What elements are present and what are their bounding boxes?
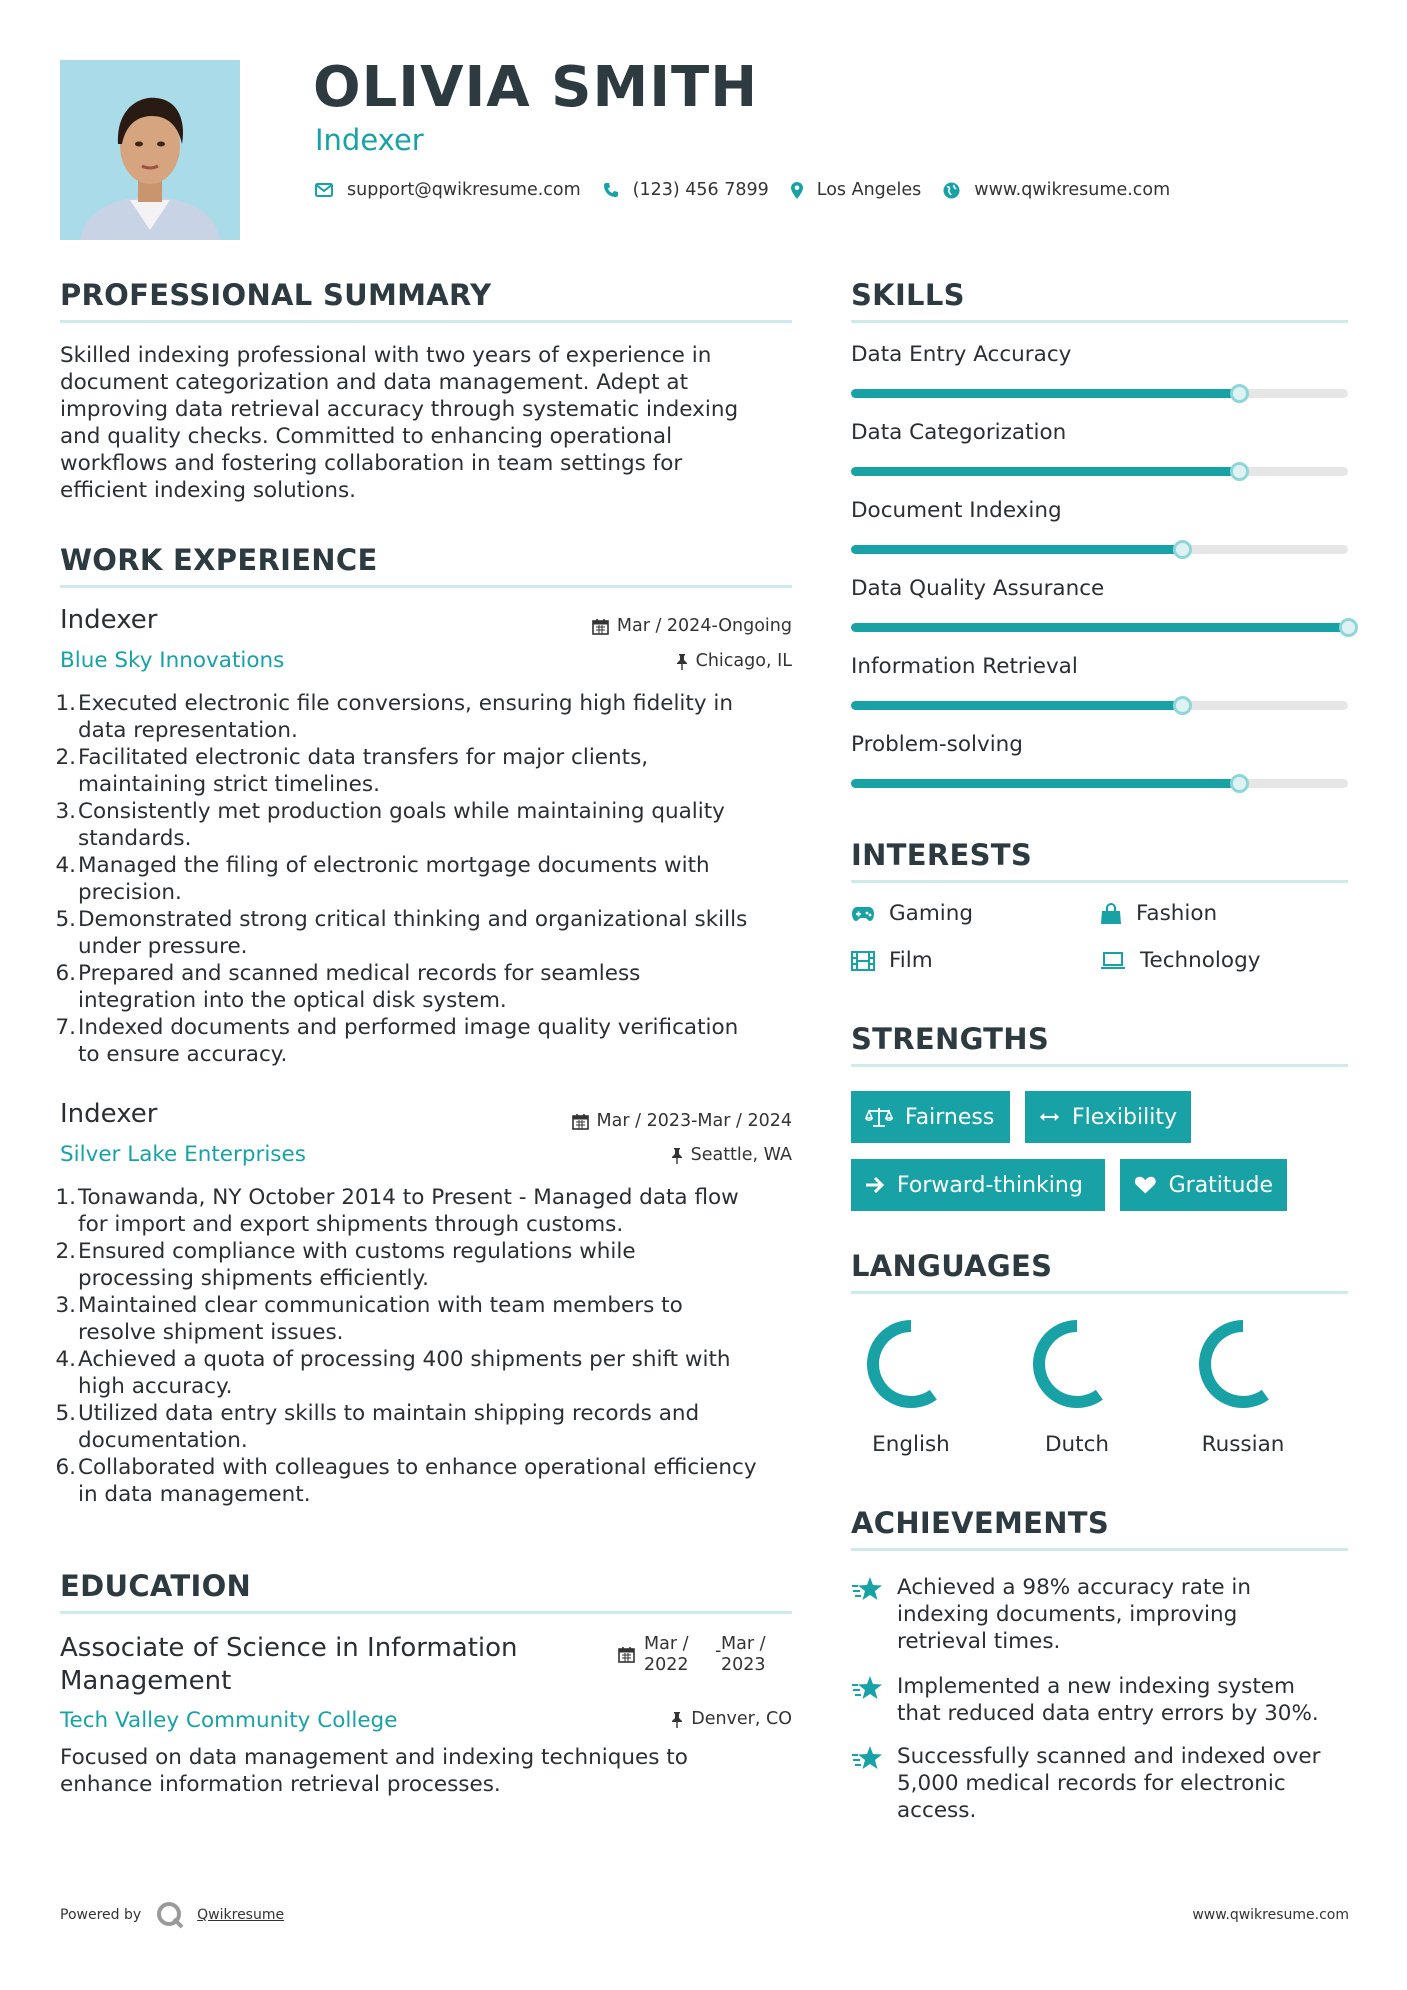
item-number: 1.: [55, 1185, 76, 1210]
item-line: data representation.: [78, 718, 298, 743]
language-label: Russian: [1201, 1432, 1285, 1457]
list-item: [55, 1292, 820, 1346]
interest-technology: [1100, 948, 1260, 973]
job-date-text: Mar / 2023-Mar / 2024: [596, 1111, 792, 1131]
item-number: 4.: [55, 853, 76, 878]
item-number: 5.: [55, 907, 76, 932]
strength-label: Forward-thinking: [897, 1172, 1083, 1198]
strength-label: Gratitude: [1168, 1172, 1273, 1198]
footer-powered-by: [60, 1900, 284, 1930]
map-pin-icon: [791, 182, 803, 199]
pushpin-icon: [676, 653, 688, 670]
contact-email[interactable]: [315, 180, 581, 200]
interest-label: Gaming: [889, 901, 974, 926]
strength-fairness: [851, 1091, 1010, 1143]
language-label: Dutch: [1044, 1432, 1110, 1457]
education-rule: [60, 1611, 792, 1614]
skill-bar: [851, 623, 1348, 632]
pushpin-icon: [671, 1147, 683, 1164]
gamepad-icon: [851, 906, 875, 922]
item-number: 5.: [55, 1401, 76, 1426]
job-date-text: Mar / 2024-Ongoing: [616, 616, 792, 636]
star-award-icon: [851, 1675, 883, 1701]
phone-text: (123) 456 7899: [632, 180, 769, 200]
website-text: www.qwikresume.com: [974, 180, 1171, 200]
achievement-line: that reduced data entry errors by 30%.: [897, 1701, 1319, 1726]
achievement-line: Successfully scanned and indexed over: [897, 1744, 1321, 1769]
summary-line: workflows and fostering collaboration in team settings for: [60, 451, 683, 476]
achievements-heading: ACHIEVEMENTS: [851, 1506, 1110, 1540]
interest-film: [851, 948, 933, 973]
item-number: 3.: [55, 799, 76, 824]
list-item: [55, 960, 800, 1014]
job-title: Indexer: [60, 1099, 158, 1129]
list-item: [55, 1184, 820, 1238]
interest-fashion: [1100, 901, 1217, 926]
achievement-line: Implemented a new indexing system: [897, 1674, 1295, 1699]
interest-label: Film: [889, 948, 933, 973]
globe-icon: [943, 182, 960, 199]
skill-fill: [851, 545, 1182, 554]
strengths-heading: STRENGTHS: [851, 1022, 1050, 1056]
item-line: high accuracy.: [78, 1374, 233, 1399]
language-ring-arc: [1205, 1326, 1265, 1402]
list-item: [55, 906, 800, 960]
achievements-rule: [851, 1548, 1348, 1551]
calendar-icon: [618, 1646, 635, 1663]
powered-by-text: Powered by: [60, 1907, 142, 1923]
interest-label: Technology: [1140, 948, 1261, 973]
item-number: 2.: [55, 745, 76, 770]
education-heading: EDUCATION: [60, 1569, 252, 1603]
interest-gaming: [851, 901, 973, 926]
item-line: for import and export shipments through customs.: [78, 1212, 624, 1237]
item-line: standards.: [78, 826, 192, 851]
summary-line: document categorization and data management. Adept at: [60, 370, 689, 395]
list-item: [55, 1454, 820, 1508]
summary-line: Skilled indexing professional with two years of experience in: [60, 343, 712, 368]
skill-fill: [851, 623, 1348, 632]
company-name: Silver Lake Enterprises: [60, 1142, 306, 1167]
job-location-text: Chicago, IL: [695, 651, 792, 671]
achievement-line: indexing documents, improving: [897, 1602, 1238, 1627]
achievement-line: Achieved a 98% accuracy rate in: [897, 1575, 1251, 1600]
achievement-text: [897, 1574, 1251, 1655]
item-line: resolve shipment issues.: [78, 1320, 344, 1345]
skill-bar: [851, 389, 1348, 398]
languages-rule: [851, 1291, 1348, 1294]
item-line: Achieved a quota of processing 400 shipments per shift with: [78, 1347, 731, 1372]
achievement-item: [851, 1673, 1351, 1727]
skill-knob: [1339, 618, 1358, 637]
skill-bar: [851, 701, 1348, 710]
company-name: Blue Sky Innovations: [60, 648, 285, 673]
language-ring: [1197, 1318, 1289, 1410]
list-item: [55, 852, 800, 906]
item-line: in data management.: [78, 1482, 311, 1507]
skills-rule: [851, 320, 1348, 323]
item-line: Managed the filing of electronic mortgage documents with: [78, 853, 710, 878]
contact-website[interactable]: [943, 180, 1170, 200]
profile-photo: [60, 60, 240, 240]
job-duties-list: [55, 1184, 820, 1508]
item-number: 7.: [55, 1015, 76, 1040]
item-number: 6.: [55, 1455, 76, 1480]
calendar-icon: [592, 618, 609, 635]
start-month: Mar /: [644, 1634, 689, 1654]
date-separator: -: [715, 1641, 722, 1661]
achievement-item: [851, 1574, 1351, 1655]
school-location: [671, 1709, 792, 1729]
item-line: Maintained clear communication with team members to: [78, 1293, 683, 1318]
list-item: [55, 1014, 800, 1068]
skill-knob: [1173, 696, 1192, 715]
strength-flexibility: [1025, 1091, 1191, 1143]
laptop-icon: [1100, 952, 1126, 970]
item-line: Indexed documents and performed image quality verification: [78, 1015, 739, 1040]
contact-phone[interactable]: [603, 180, 769, 200]
strength-forward-thinking: [851, 1159, 1105, 1211]
languages-heading: LANGUAGES: [851, 1249, 1053, 1283]
arrows-horizontal-icon: [1039, 1111, 1060, 1123]
description-line: enhance information retrieval processes.: [60, 1772, 501, 1797]
item-line: integration into the optical disk system.: [78, 988, 507, 1013]
skill-knob: [1230, 774, 1249, 793]
skill-label: Document Indexing: [851, 498, 1062, 523]
strength-label: Fairness: [905, 1104, 995, 1130]
item-line: documentation.: [78, 1428, 248, 1453]
skill-knob: [1230, 462, 1249, 481]
school-location-text: Denver, CO: [691, 1709, 792, 1729]
item-line: Facilitated electronic data transfers for major clients,: [78, 745, 649, 770]
end-month: Mar /: [721, 1634, 766, 1654]
description-line: Focused on data management and indexing techniques to: [60, 1745, 688, 1770]
skill-label: Information Retrieval: [851, 654, 1078, 679]
summary-line: and quality checks. Committed to enhancing operational: [60, 424, 673, 449]
item-line: processing shipments efficiently.: [78, 1266, 429, 1291]
list-item: [55, 1238, 820, 1292]
language-ring: [1031, 1318, 1123, 1410]
contact-bar: [315, 180, 1192, 200]
end-year: 2023: [721, 1655, 766, 1675]
skill-fill: [851, 701, 1182, 710]
contact-location: [791, 180, 922, 200]
phone-icon: [603, 182, 619, 198]
achievement-text: [897, 1743, 1321, 1824]
star-award-icon: [851, 1576, 883, 1602]
item-line: Collaborated with colleagues to enhance operational efficiency: [78, 1455, 757, 1480]
experience-rule: [60, 585, 792, 588]
job-date: [572, 1111, 792, 1131]
item-line: Consistently met production goals while maintaining quality: [78, 799, 725, 824]
interests-heading: INTERESTS: [851, 838, 1033, 872]
brand-link[interactable]: Qwikresume: [197, 1907, 285, 1923]
job-duties-list: [55, 690, 800, 1068]
item-line: Tonawanda, NY October 2014 to Present - Managed data flow: [78, 1185, 739, 1210]
job-location: [671, 1145, 792, 1165]
calendar-icon: [572, 1113, 589, 1130]
interests-rule: [851, 880, 1348, 883]
start-year: 2022: [644, 1655, 689, 1675]
item-line: Executed electronic file conversions, ensuring high fidelity in: [78, 691, 733, 716]
item-number: 6.: [55, 961, 76, 986]
strength-gratitude: [1120, 1159, 1287, 1211]
summary-rule: [60, 320, 792, 323]
skill-fill: [851, 389, 1239, 398]
item-line: to ensure accuracy.: [78, 1042, 288, 1067]
scale-icon: [865, 1106, 893, 1128]
job-location-text: Seattle, WA: [690, 1145, 792, 1165]
end-date: [721, 1634, 766, 1676]
summary-line: improving data retrieval accuracy through systematic indexing: [60, 397, 739, 422]
item-line: under pressure.: [78, 934, 248, 959]
skill-knob: [1173, 540, 1192, 559]
achievement-text: [897, 1673, 1319, 1727]
achievement-line: access.: [897, 1798, 977, 1823]
start-date: [644, 1634, 689, 1676]
skill-label: Problem-solving: [851, 732, 1023, 757]
pushpin-icon: [671, 1711, 683, 1728]
interest-label: Fashion: [1136, 901, 1218, 926]
job-title: Indexer: [60, 605, 158, 635]
skill-label: Data Entry Accuracy: [851, 342, 1072, 367]
achievement-line: retrieval times.: [897, 1629, 1061, 1654]
candidate-role: Indexer: [315, 123, 424, 157]
item-number: 4.: [55, 1347, 76, 1372]
skill-bar: [851, 545, 1348, 554]
footer-url[interactable]: www.qwikresume.com: [1192, 1907, 1349, 1923]
skill-label: Data Quality Assurance: [851, 576, 1105, 601]
language-ring-arc: [873, 1326, 933, 1402]
skill-bar: [851, 779, 1348, 788]
job-location: [676, 651, 792, 671]
job-date: [592, 616, 792, 636]
summary-heading: PROFESSIONAL SUMMARY: [60, 278, 492, 312]
item-number: 2.: [55, 1239, 76, 1264]
film-icon: [851, 951, 875, 971]
strengths-rule: [851, 1064, 1348, 1067]
skill-fill: [851, 779, 1239, 788]
skill-bar: [851, 467, 1348, 476]
item-line: Demonstrated strong critical thinking and organizational skills: [78, 907, 748, 932]
arrow-right-icon: [865, 1176, 885, 1194]
education-description: [60, 1744, 800, 1798]
list-item: [55, 1346, 820, 1400]
degree-title: [60, 1632, 518, 1698]
language-ring-arc: [1039, 1326, 1099, 1402]
item-line: Ensured compliance with customs regulations while: [78, 1239, 636, 1264]
item-number: 1.: [55, 691, 76, 716]
qwikresume-logo-icon: [155, 1900, 185, 1930]
skill-label: Data Categorization: [851, 420, 1067, 445]
list-item: [55, 798, 800, 852]
star-award-icon: [851, 1745, 883, 1771]
location-text: Los Angeles: [816, 180, 922, 200]
envelope-icon: [315, 183, 333, 197]
degree-line: Associate of Science in Information: [60, 1633, 518, 1663]
email-text: support@qwikresume.com: [347, 180, 581, 200]
language-ring: [865, 1318, 957, 1410]
bag-icon: [1100, 903, 1122, 925]
item-line: maintaining strict timelines.: [78, 772, 380, 797]
strength-label: Flexibility: [1072, 1104, 1177, 1130]
summary-text: [60, 342, 800, 504]
languages-list: [851, 1318, 1348, 1468]
experience-heading: WORK EXPERIENCE: [60, 543, 378, 577]
list-item: [55, 690, 800, 744]
list-item: [55, 744, 800, 798]
list-item: [55, 1400, 820, 1454]
candidate-name: OLIVIA SMITH: [313, 55, 759, 120]
school-name: Tech Valley Community College: [60, 1708, 398, 1733]
item-line: precision.: [78, 880, 182, 905]
skill-knob: [1230, 384, 1249, 403]
achievement-item: [851, 1743, 1351, 1824]
language-label: English: [872, 1432, 950, 1457]
item-line: Utilized data entry skills to maintain shipping records and: [78, 1401, 700, 1426]
item-line: Prepared and scanned medical records for seamless: [78, 961, 641, 986]
summary-line: efficient indexing solutions.: [60, 478, 357, 503]
degree-line: Management: [60, 1666, 232, 1696]
heart-icon: [1134, 1175, 1157, 1195]
skills-heading: SKILLS: [851, 278, 965, 312]
item-number: 3.: [55, 1293, 76, 1318]
skill-fill: [851, 467, 1239, 476]
achievement-line: 5,000 medical records for electronic: [897, 1771, 1286, 1796]
